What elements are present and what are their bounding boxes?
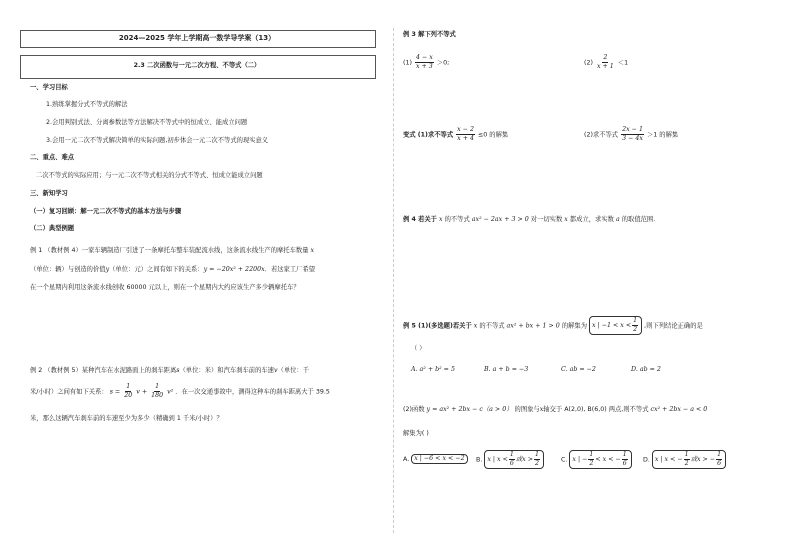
choice-a: [403, 454, 468, 464]
set-text-a: x | x < −: [654, 456, 683, 463]
variant-2-pre: (2)求不等式: [584, 131, 619, 139]
example-2-var-s: s: [176, 367, 180, 374]
example-1-formula: y = −20x² + 2200x: [203, 266, 265, 273]
section-learning-goals: 一、学习目标: [30, 84, 68, 91]
example-2-formula-post: v²: [167, 388, 174, 396]
example-3-2-fraction: [596, 54, 615, 71]
example-4-text-a: 例 4 若关于: [403, 216, 437, 223]
example-4: [403, 216, 655, 224]
fraction-numerator: 1: [589, 451, 594, 458]
fraction-numerator: 1: [535, 451, 540, 458]
choice-b: [476, 450, 544, 469]
choice-label: B.: [476, 456, 483, 464]
set-text: x | −1 < x <: [592, 322, 632, 329]
key-points-text: 二次不等式的实际应用；与一元二次不等式相关的分式不等式、恒成立能成立问题: [36, 172, 263, 179]
example-4-var-x-2: x: [564, 216, 568, 223]
example-1-var-x: x: [310, 247, 315, 254]
example-5-2-text-d: 两点,则不等式: [608, 406, 649, 413]
example-2-line-1: [30, 367, 309, 375]
option-a: A. a² + b² = 5: [411, 366, 455, 373]
fraction-denominator: 2: [535, 460, 540, 467]
fraction-denominator: 180: [151, 392, 164, 399]
example-3-item-2: [584, 54, 628, 71]
example-1-line-2: [30, 266, 315, 274]
choice-label: A.: [403, 456, 410, 463]
fraction-numerator: x − 2: [457, 126, 474, 133]
example-5-var-x: x: [473, 322, 478, 330]
example-1-text-a: 例 1 （教材例 4）一家车辆制造厂引进了一条摩托车整车装配流水线，这条流水线生产的摩托车数量: [30, 247, 309, 254]
set-fraction: [509, 451, 515, 468]
example-5-text-a: 例 5 (1)(多选题)若关于: [403, 322, 472, 330]
goal-3: 3.会用一元二次不等式解决简单的实际问题,初步体会一元二次不等式的现实意义: [46, 137, 269, 144]
example-1-line-3: 在一个星期内利用这条流水线创收 60000 元以上，则在一个星期内大约应该生产多少辆摩托车？: [30, 284, 300, 291]
example-1-text-d: ．若这家工厂希望: [264, 266, 316, 273]
variant-1-tail: ≤0 的解集: [478, 131, 509, 139]
example-4-text-b: 的不等式: [444, 216, 470, 223]
fraction-denominator: 6: [509, 460, 514, 467]
example-5-text-b: 的不等式: [479, 322, 505, 330]
example-4-var-x: x: [438, 216, 443, 223]
fraction-numerator: 1: [155, 383, 160, 390]
item-label: (1): [403, 59, 412, 67]
set-text-b: 或x > −: [690, 456, 716, 463]
example-5-inequality: ax² + bx + 1 > 0: [506, 322, 560, 330]
example-3-1-fraction: [415, 54, 434, 71]
choice-d-set: [652, 450, 726, 469]
fraction-denominator: x + 4: [457, 135, 474, 142]
example-5-solution-set: [589, 316, 642, 335]
example-3-title: 例 3 解下列不等式: [403, 31, 456, 38]
example-5-2-text-b: 的图象与: [514, 406, 540, 413]
set-text-a: x | x <: [487, 456, 508, 463]
fraction-denominator: 2: [589, 460, 594, 467]
section-new-knowledge: 三、新知学习: [30, 190, 68, 197]
choice-label: D.: [643, 456, 650, 464]
example-2-text-b: （单位：米）和汽车刹车前的车速: [179, 367, 274, 374]
example-2-text-a: 例 2 （教材例 5）某种汽车在水泥路面上的刹车距离: [30, 367, 177, 374]
choice-c: [561, 450, 632, 469]
choice-a-set: [411, 454, 467, 464]
example-2-formula-pre: s =: [109, 388, 121, 396]
variant-2-fraction: [621, 126, 644, 143]
example-1-line-1: [30, 247, 314, 255]
item-tail: ＞0;: [436, 59, 450, 67]
fraction-numerator: 1: [126, 383, 131, 390]
fraction-denominator: 3 − 4x: [622, 135, 643, 142]
example-5-2-var-x: x: [539, 406, 544, 413]
page-title: 2024—2025 学年上学期高一数学导学案（13）: [118, 34, 276, 42]
option-b: B. a + b = −3: [484, 366, 529, 373]
example-5-2-points: A(2,0), B(6,0): [564, 406, 607, 413]
fraction-numerator: 2x − 1: [622, 126, 643, 133]
goal-1: 1.熟练掌握分式不等式的解法: [46, 101, 128, 108]
fraction-denominator: x + 1: [596, 63, 614, 70]
option-d: D. ab = 2: [631, 366, 661, 373]
fraction-denominator: 6: [717, 460, 722, 467]
fraction-numerator: 1: [622, 451, 627, 458]
fraction-numerator: 2: [603, 54, 608, 61]
example-4-text-c: 对一切实数: [530, 216, 563, 223]
item-label: (2): [584, 59, 593, 67]
example-5-2-line-1: [403, 406, 707, 414]
fraction-numerator: 1: [509, 451, 514, 458]
variant-2-tail: ＞1 的解集: [646, 131, 679, 139]
example-4-text-d: 都成立，求实数: [569, 216, 614, 223]
fraction-denominator: 2: [633, 326, 638, 333]
example-1-text-b: （单位：辆）与创造的价值: [30, 266, 106, 273]
variant-1-fraction: [456, 126, 475, 143]
review-heading: （一）复习回顾：解一元二次不等式的基本方法与步骤: [30, 208, 182, 215]
set-fraction-2: [716, 451, 722, 468]
fraction-numerator: 1: [633, 317, 638, 324]
example-5-2-line-2: 解集为( ): [403, 430, 429, 437]
option-c: C. ab = −2: [561, 366, 596, 373]
section-key-points: 二、重点、难点: [30, 154, 75, 161]
set-text: x | −6 < x < −2: [414, 455, 465, 462]
example-2-fraction-2: [150, 383, 164, 400]
example-2-line-3: 米，那么这辆汽车刹车前的车速至少为多少（精确到 1 千米/小时）？: [30, 415, 223, 422]
set-fraction-2: [534, 451, 540, 468]
set-fraction: [684, 451, 690, 468]
typical-examples-heading: （二）典型例题: [30, 225, 75, 232]
page-subtitle: 2.3 二次函数与一元二次方程、不等式（二）: [133, 62, 261, 69]
example-3-item-1: [403, 54, 449, 71]
goal-2: 2.会用判别式法、分离参数法等方法解决不等式中的恒成立、能成立问题: [46, 119, 248, 126]
set-text-b: 或x >: [515, 456, 534, 463]
set-fraction-2: [622, 451, 628, 468]
example-2-text-d: 米/小时）之间有如下关系：: [30, 388, 108, 396]
variant-item-2: [584, 126, 678, 143]
column-divider: [393, 28, 394, 533]
example-5-2-text-a: (2)函数: [403, 406, 425, 413]
set-text-a: x | −: [572, 456, 588, 463]
example-5-1: [403, 316, 703, 335]
variant-label: 变式 (1)求不等式: [403, 131, 454, 139]
example-1-text-c: （单位：元）之间有如下的关系：: [109, 266, 204, 273]
fraction-denominator: 2: [684, 460, 689, 467]
example-5-2-inequality: cx² + 2bx − a < 0: [650, 406, 708, 413]
variant-item-1: [403, 126, 508, 143]
example-5-2-text-c: 轴交于: [543, 406, 563, 413]
choice-d: [643, 450, 726, 469]
fraction-denominator: 20: [124, 392, 133, 399]
fraction-numerator: 1: [684, 451, 689, 458]
item-tail: ＜1: [617, 59, 629, 67]
choice-b-set: [484, 450, 544, 469]
choice-label: C.: [561, 456, 568, 464]
example-5-answer-paren: （ ）: [411, 345, 426, 352]
example-5-text-c: 的解集为: [561, 322, 588, 330]
example-2-text-e: ．在一次交通事故中，测得这种车的刹车距离大于 39.5: [175, 388, 330, 396]
set-text-b: < x < −: [595, 456, 621, 463]
example-5-2-function: y = ax² + 2bx − c（a > 0）: [426, 406, 513, 413]
example-1-var-y: y: [105, 266, 110, 273]
set-fraction: [588, 451, 594, 468]
fraction-numerator: 4 − x: [415, 54, 433, 61]
example-2-line-2: [30, 383, 330, 400]
example-4-inequality: ax² − 2ax + 3 > 0: [471, 216, 529, 223]
choice-c-set: [569, 450, 631, 469]
example-2-text-c: （单位：千: [277, 367, 309, 374]
example-2-var-v: v: [273, 367, 278, 374]
example-4-text-e: 的取值范围.: [621, 216, 656, 223]
example-2-formula-mid: v +: [136, 388, 148, 396]
fraction-denominator: x + 3: [415, 63, 433, 70]
example-5-text-d: ,则下列结论正确的是: [644, 322, 703, 330]
example-4-var-a: a: [615, 216, 620, 223]
fraction-denominator: 6: [622, 460, 627, 467]
fraction-numerator: 1: [717, 451, 722, 458]
set-fraction: [632, 317, 638, 334]
example-2-fraction-1: [123, 383, 133, 400]
